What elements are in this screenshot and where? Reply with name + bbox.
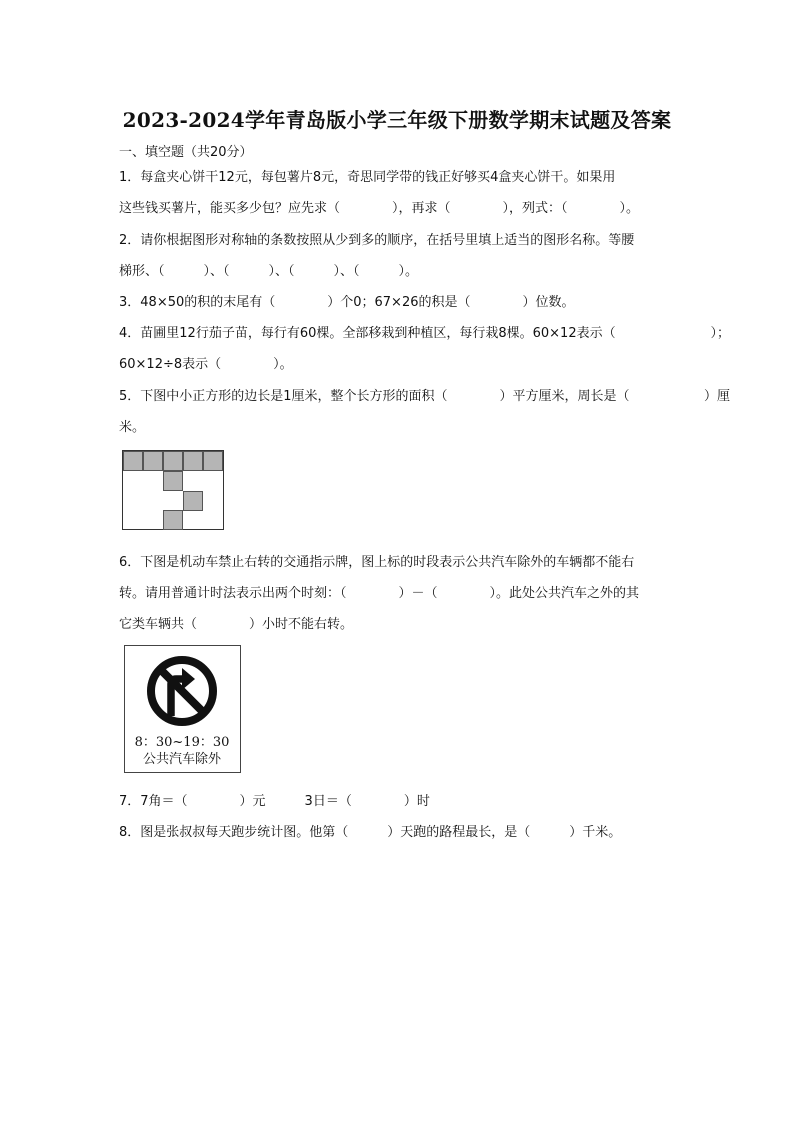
grid-square <box>183 491 203 511</box>
grid-square <box>183 451 203 471</box>
question-5-line-1-end: ）厘 <box>703 389 730 404</box>
sign-time-range: 8：30~19：30 <box>134 735 230 750</box>
question-8-line-1: 8．图是张叔叔每天跑步统计图。他第（ ）天跑的路程最长，是（ ）千米。 <box>119 825 622 840</box>
sign-exception-note: 公共汽车除外 <box>142 752 221 767</box>
grid-square <box>163 471 183 491</box>
question-6-line-1: 6．下图是机动车禁止右转的交通指示牌，图上标的时段表示公共汽车除外的车辆都不能右 <box>119 555 635 570</box>
grid-square <box>123 451 143 471</box>
grid-square <box>163 451 183 471</box>
question-2-line-2: 梯形、（ ）、（ ）、（ ）、（ ）。 <box>119 264 419 279</box>
question-6-line-2: 转。请用普通计时法表示出两个时刻：（ ）－（ ）。此处公共汽车之外的其 <box>119 586 640 601</box>
question-1-line-1: 1．每盒夹心饼干12元，每包薯片8元，奇思同学带的钱正好够买4盒夹心饼干。如果用 <box>119 170 616 185</box>
no-right-turn-sign <box>124 645 241 773</box>
grid-square <box>203 451 223 471</box>
question-6-line-3: 它类车辆共（ ）小时不能右转。 <box>119 617 354 632</box>
question-3-line-1: 3．48×50的积的末尾有（ ）个0；67×26的积是（ ）位数。 <box>119 295 575 310</box>
question-7-line-1: 7．7角＝（ ）元 3日＝（ ）时 <box>119 794 430 809</box>
grid-square <box>143 451 163 471</box>
rectangle-grid-figure <box>122 450 224 530</box>
question-5-line-2: 米。 <box>119 420 146 435</box>
page-title: 2023-2024学年青岛版小学三年级下册数学期末试题及答案 <box>122 108 672 132</box>
question-4-line-1: 4．苗圃里12行茄子苗，每行有60棵。全部移栽到种植区，每行栽8棵。60×12表示（ <box>119 326 616 341</box>
question-1-line-2: 这些钱买薯片，能买多少包？应先求（ ），再求（ ），列式：（ ）。 <box>119 201 640 216</box>
grid-square <box>163 510 183 530</box>
question-5-line-1: 5．下图中小正方形的边长是1厘米，整个长方形的面积（ ）平方厘米，周长是（ <box>119 389 630 404</box>
question-4-line-2: 60×12÷8表示（ ）。 <box>119 357 293 372</box>
section-heading: 一、填空题（共20分） <box>119 145 253 160</box>
question-4-line-1-end: ）； <box>710 326 730 341</box>
no-right-turn-icon <box>125 646 239 730</box>
question-2-line-1: 2．请你根据图形对称轴的条数按照从少到多的顺序，在括号里填上适当的图形名称。等腰 <box>119 233 635 248</box>
